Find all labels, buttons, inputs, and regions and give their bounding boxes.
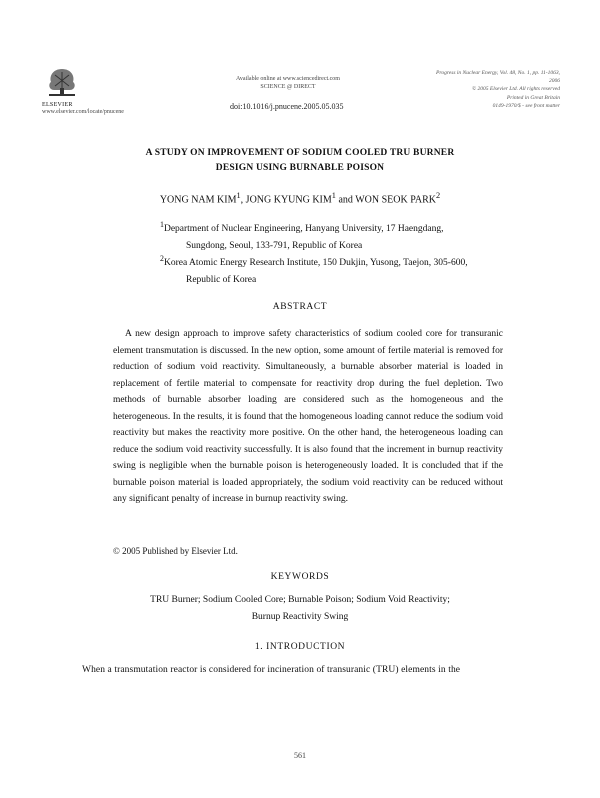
sciencedirect-label: SCIENCE @ DIRECT bbox=[260, 84, 316, 90]
affiliation-line: Korea Atomic Energy Research Institute, 150 Dukjin, Yusong, Taejon, 305-600, bbox=[163, 258, 468, 269]
journal-info-line: Printed in Great Britain bbox=[506, 94, 560, 101]
elsevier-logo bbox=[42, 66, 82, 108]
author-name: YONG NAM KIM bbox=[159, 194, 237, 206]
availability-line: Available online at www.sciencedirect.com bbox=[236, 76, 340, 82]
copyright-line: © 2005 Published by Elsevier Ltd. bbox=[113, 546, 238, 556]
author-name: WON SEOK PARK bbox=[355, 194, 436, 206]
introduction-first-line: When a transmutation reactor is considered for incineration of transuranic (TRU) elements in the bbox=[82, 665, 461, 675]
affiliation-sup: 1 bbox=[160, 220, 164, 229]
affiliation bbox=[160, 250, 500, 289]
abstract-heading: ABSTRACT bbox=[272, 302, 328, 312]
journal-info-line: 0149-1970/$ - see front matter bbox=[492, 102, 560, 109]
author-connector: , bbox=[240, 194, 246, 206]
paper-title bbox=[70, 146, 530, 176]
affiliation-sup: 2 bbox=[160, 254, 164, 263]
abstract-text: A new design approach to improve safety characteristics of sodium cooled core for transuranic element transmutation is discussed. In the new option, some amount of fertile material is removed for reduction of sodium void reactivity. Simultaneously, a burnable absorber material is loaded in replacement of fertile material to compensate for reactivity drop during the fuel depletion. Two methods of burnable absorber loading are considered such as the homogeneous and the heterogeneous. In the results, it is found that the homogeneous loading cannot reduce the sodium void reactivity but makes the reactivity more positive. On the other hand, the heterogeneous loading can reduce the sodium void reactivity successfully. It is also found that the increment in burnup reactivity swing is negligible when the burnable poison is heterogeneously loaded. It is concluded that if the burnable poison material is loaded appropriately, the sodium void reactivity can be reduced without any significant penalty of increase in burnup reactivity swing. bbox=[113, 329, 503, 504]
publisher-name: ELSEVIER bbox=[42, 102, 73, 108]
author-sup: 2 bbox=[435, 191, 441, 200]
journal-info-line: Progress in Nuclear Energy, Vol. 48, No. 1, pp. 11-1063, 2006 bbox=[436, 70, 560, 85]
doi: doi:10.1016/j.pnucene.2005.05.035 bbox=[230, 102, 344, 111]
elsevier-tree-icon bbox=[45, 66, 79, 96]
keywords-list bbox=[0, 592, 600, 626]
title-line: A STUDY ON IMPROVEMENT OF SODIUM COOLED TRU BURNER bbox=[145, 148, 455, 158]
introduction-heading: 1. INTRODUCTION bbox=[254, 642, 346, 652]
affiliation-line: Sungdong, Seoul, 133-791, Republic of Korea bbox=[186, 241, 363, 252]
journal-info bbox=[430, 69, 560, 110]
author-name: JONG KYUNG KIM bbox=[245, 194, 332, 206]
publisher-site: www.elsevier.com/locate/pnucene bbox=[42, 109, 124, 115]
author-connector: and bbox=[335, 194, 356, 206]
availability-block bbox=[178, 76, 398, 90]
page-number: 561 bbox=[294, 751, 306, 760]
author-sup: 1 bbox=[236, 191, 241, 200]
title-line: DESIGN USING BURNABLE POISON bbox=[215, 163, 385, 173]
author-sup: 1 bbox=[331, 191, 336, 200]
keywords-line: Burnup Reactivity Swing bbox=[251, 612, 349, 622]
journal-info-line: © 2005 Elsevier Ltd. All rights reserved bbox=[471, 86, 560, 93]
author-list bbox=[70, 191, 530, 205]
affiliation-line: Department of Nuclear Engineering, Hanyang University, 17 Haengdang, bbox=[163, 224, 444, 235]
affiliation-line: Republic of Korea bbox=[186, 275, 257, 286]
keywords-line: TRU Burner; Sodium Cooled Core; Burnable Poison; Sodium Void Reactivity; bbox=[150, 595, 450, 605]
keywords-heading: KEYWORDS bbox=[270, 572, 330, 582]
